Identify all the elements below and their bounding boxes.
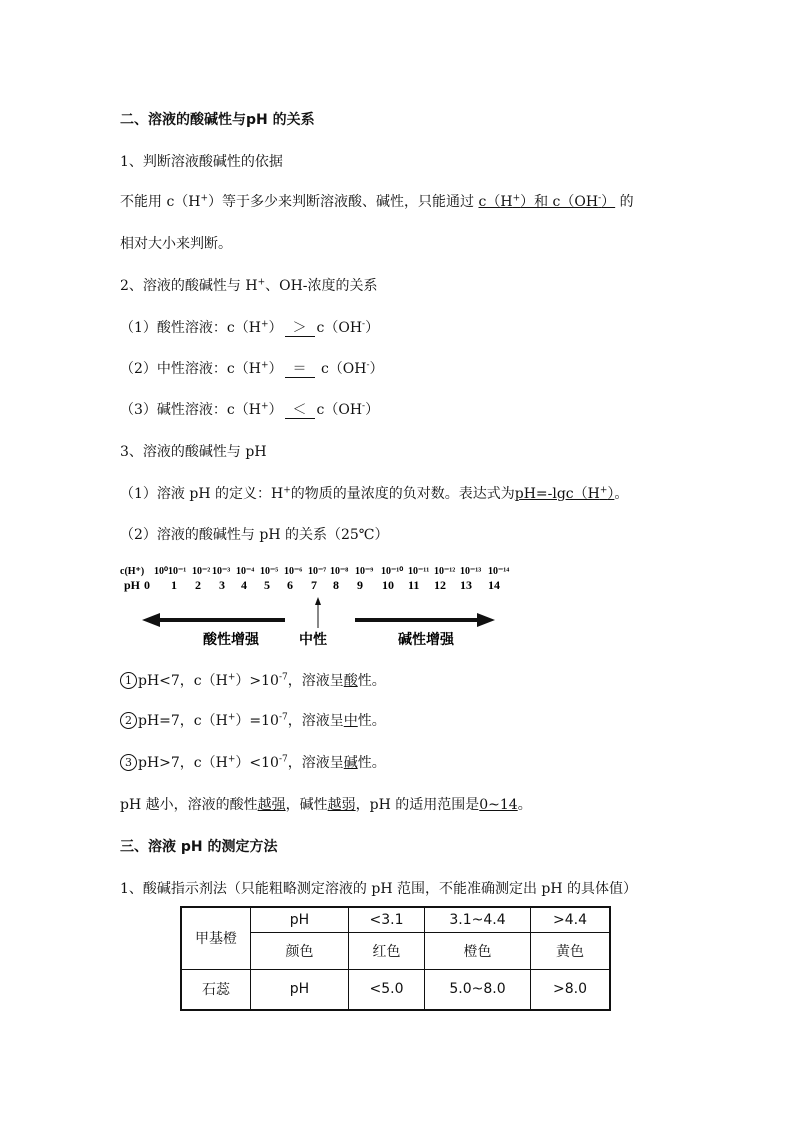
table-cell: >8.0 — [531, 969, 611, 1010]
ph-value-label: 10 — [382, 578, 394, 592]
subsection-2-title: 2、溶液的酸碱性与 H+、OH-浓度的关系 — [120, 277, 378, 294]
section-2-heading: 二、溶液的酸碱性与pH 的关系 — [120, 112, 315, 128]
section-3-heading: 三、溶液 pH 的测定方法 — [120, 839, 278, 855]
c-value-label: 10⁻³ — [212, 566, 231, 577]
c-value-label: 10⁻⁸ — [330, 566, 349, 577]
c-value-label: 10⁻⁷ — [308, 566, 327, 577]
superscript: + — [200, 193, 209, 204]
c-value-label: 10⁻¹⁰ — [381, 566, 404, 577]
neutral-item: （2）中性溶液：c（H+） ＝ c（OH-） — [120, 360, 384, 377]
acid-label: 酸性增强 — [203, 632, 259, 648]
ph-label: pH — [124, 578, 141, 592]
answer-blank: ＝ — [285, 361, 315, 378]
ph-value-label: 7 — [311, 578, 317, 592]
c-value-label: 10⁻¹¹ — [408, 566, 430, 577]
table-cell: 橙色 — [425, 932, 531, 969]
criterion-paragraph-cont: 相对大小来判断。 — [120, 236, 232, 252]
table-cell: 黄色 — [531, 932, 611, 969]
subsection-3-title: 3、溶液的酸碱性与 pH — [120, 444, 267, 460]
ph-value-label: 4 — [241, 578, 247, 592]
base-label: 碱性增强 — [398, 632, 454, 648]
table-cell: 颜色 — [251, 932, 349, 969]
ph-relation-title: （2）溶液的酸碱性与 pH 的关系（25℃） — [120, 527, 389, 543]
basic-item: （3）碱性溶液：c（H+） ＜ c（OH-） — [120, 401, 380, 418]
c-value-label: 10⁻¹⁴ — [488, 566, 510, 577]
circled-number: 3 — [120, 754, 137, 771]
table-cell: pH — [251, 907, 349, 932]
statement-acidic: 1 pH<7，$c(H^+)>10^{-7}$，溶液呈酸性。 — [120, 671, 386, 691]
ph-summary: pH 越小，溶液的酸性越强，碱性越弱，pH 的适用范围是0~14。 — [120, 797, 532, 813]
ph-formula: pH=-lgc（H+） — [514, 485, 615, 502]
criterion-paragraph — [120, 192, 634, 212]
text-segment: 的 — [619, 194, 634, 210]
ph-value-label: 11 — [408, 578, 420, 592]
c-value-label: 10⁰ — [154, 566, 169, 577]
ph-value-label: 3 — [219, 578, 225, 592]
neutral-pointer-head — [315, 597, 321, 605]
table-cell: <5.0 — [349, 969, 425, 1010]
answer-blank: ＞ — [285, 320, 315, 337]
base-arrow-head — [477, 613, 495, 627]
methyl-orange-cell: 甲基橙 — [181, 907, 251, 969]
c-value-label: 10⁻¹ — [168, 566, 187, 577]
indicator-table — [180, 906, 611, 1011]
ph-value-label: 2 — [195, 578, 201, 592]
ph-value-label: 12 — [434, 578, 446, 592]
ph-definition: （1）溶液 pH 的定义：H+的物质的量浓度的负对数。表达式为pH=-lgc（H+）。 — [120, 485, 629, 502]
c-value-label: 10⁻⁹ — [355, 566, 374, 577]
table-cell: 3.1~4.4 — [425, 907, 531, 932]
ph-value-label: 9 — [357, 578, 363, 592]
c-value-label: 10⁻⁴ — [236, 566, 255, 577]
c-value-label: 10⁻² — [192, 566, 211, 577]
ph-value-label: 1 — [171, 578, 177, 592]
ph-value-label: 8 — [333, 578, 339, 592]
table-cell: 红色 — [349, 932, 425, 969]
neutral-label: 中性 — [299, 632, 327, 648]
text-segment: ）等于多少来判断溶液酸、碱性，只能通过 — [208, 194, 475, 210]
ph-values — [144, 578, 500, 592]
ph-value-label: 0 — [144, 578, 150, 592]
table-cell: pH — [251, 969, 349, 1010]
c-value-label: 10⁻¹² — [434, 566, 456, 577]
ph-scale-diagram — [120, 560, 510, 655]
statement-neutral: 2 pH=7，$c(H^+)=10^{-7}$，溶液呈中性。 — [120, 711, 386, 731]
c-values — [154, 566, 509, 577]
statement-basic: 3 pH>7，$c(H^+)<10^{-7}$，溶液呈碱性。 — [120, 753, 386, 773]
circled-number: 2 — [120, 712, 137, 729]
indicator-method-title: 1、酸碱指示剂法（只能粗略测定溶液的 pH 范围，不能准确测定出 pH 的具体值） — [120, 881, 638, 897]
table-cell: 5.0~8.0 — [425, 969, 531, 1010]
table-cell: >4.4 — [531, 907, 611, 932]
c-label: c(H⁺) — [120, 566, 145, 577]
acid-arrow-head — [142, 613, 160, 627]
ph-value-label: 5 — [264, 578, 270, 592]
acidic-item: （1）酸性溶液：c（H+） ＞ c（OH-） — [120, 319, 380, 336]
text-segment: 不能用 c（H — [120, 194, 201, 210]
c-value-label: 10⁻¹³ — [460, 566, 482, 577]
subsection-1-title: 1、判断溶液酸碱性的依据 — [120, 154, 283, 170]
underlined-answer: c（H+）和 c（OH-） — [478, 193, 616, 210]
answer-blank: ＜ — [285, 402, 315, 419]
ph-value-label: 13 — [460, 578, 472, 592]
table-cell: <3.1 — [349, 907, 425, 932]
ph-value-label: 14 — [488, 578, 500, 592]
circled-number: 1 — [120, 672, 137, 689]
c-value-label: 10⁻⁶ — [284, 566, 303, 577]
c-value-label: 10⁻⁵ — [260, 566, 279, 577]
ph-value-label: 6 — [287, 578, 293, 592]
litmus-cell: 石蕊 — [181, 969, 251, 1010]
